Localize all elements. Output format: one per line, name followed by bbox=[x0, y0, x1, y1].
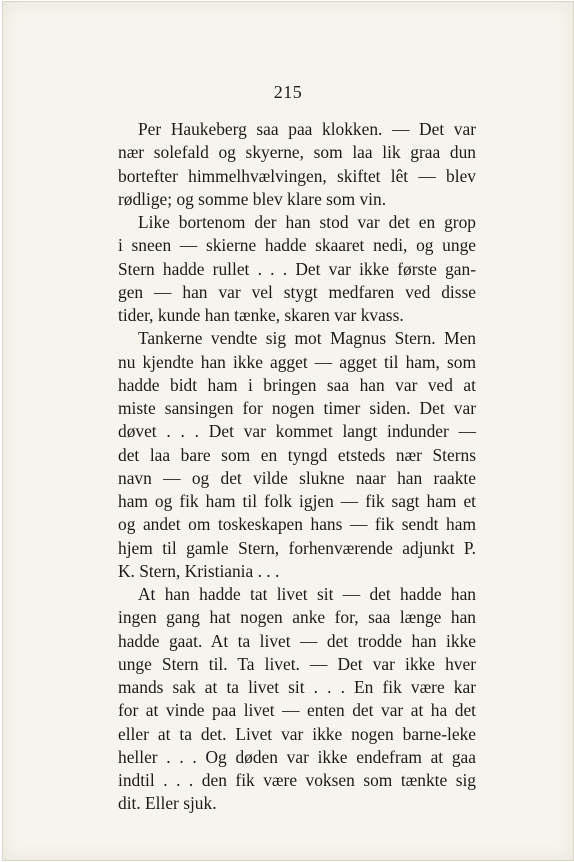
body-text bbox=[118, 118, 476, 816]
text-line: dit. Eller sjuk. bbox=[118, 793, 217, 814]
text-line: Per Haukeberg saa paa klokken. — Det var bbox=[138, 119, 476, 139]
text-line: Tankerne vendte sig mot Magnus Stern. Men bbox=[138, 328, 476, 349]
text-line: navn — og det vilde slukne naar han raakte bbox=[118, 467, 476, 488]
text-line: eller at ta det. Livet var ikke nogen barne-leke bbox=[118, 723, 476, 744]
text-line: i sneen — skierne hadde skaaret nedi, og unge bbox=[118, 235, 476, 256]
text-line: indtil . . . den fik være voksen som tænkte sig bbox=[118, 770, 476, 790]
text-line: ham og fik ham til folk igjen — fik sagt ham et bbox=[118, 491, 476, 511]
text-line: nær solefald og skyerne, som laa lik graa dun bbox=[118, 142, 476, 163]
book-page bbox=[2, 1, 574, 861]
text-line: nu kjendte han ikke agget — agget til ham, som bbox=[118, 351, 476, 372]
text-line: døvet . . . Det var kommet langt indunder — bbox=[118, 421, 476, 442]
text-line: hadde gaat. At ta livet — det trodde han ikke bbox=[118, 630, 476, 651]
text-line: rødlige; og somme blev klare som vin. bbox=[118, 188, 387, 209]
text-line: mands sak at ta livet sit . . . En fik være kar bbox=[118, 677, 476, 697]
text-line: hjem til gamle Stern, forhenværende adjunkt P. bbox=[118, 537, 476, 558]
text-line: tider, kunde han tænke, skaren var kvass. bbox=[118, 305, 404, 325]
text-line: bortefter himmelhvælvingen, skiftet lêt — blev bbox=[118, 165, 476, 186]
text-line: ingen gang hat nogen anke for, saa længe han bbox=[118, 607, 476, 628]
text-line: gen — han var vel stygt medfaren ved disse bbox=[118, 281, 476, 302]
text-line: heller . . . Og døden var ikke endefram at gaa bbox=[118, 746, 476, 767]
text-line: miste sansingen for nogen timer siden. Det var bbox=[118, 398, 476, 418]
page-number: 215 bbox=[273, 82, 303, 102]
text-line: hadde bidt ham i bringen saa han var ved at bbox=[118, 374, 476, 395]
text-line: og andet om toskeskapen hans — fik sendt ham bbox=[118, 514, 476, 535]
text-line: unge Stern til. Ta livet. — Det var ikke hver bbox=[118, 653, 476, 674]
text-line: Stern hadde rullet . . . Det var ikke første gan- bbox=[118, 258, 476, 279]
text-line: det laa bare som en tyngd etsteds nær Sterns bbox=[118, 444, 476, 465]
text-line: At han hadde tat livet sit — det hadde han bbox=[138, 584, 476, 604]
text-line: K. Stern, Kristiania . . . bbox=[118, 560, 280, 581]
text-line: Like bortenom der han stod var det en grop bbox=[138, 212, 476, 232]
text-line: for at vinde paa livet — enten det var at ha det bbox=[118, 700, 476, 721]
